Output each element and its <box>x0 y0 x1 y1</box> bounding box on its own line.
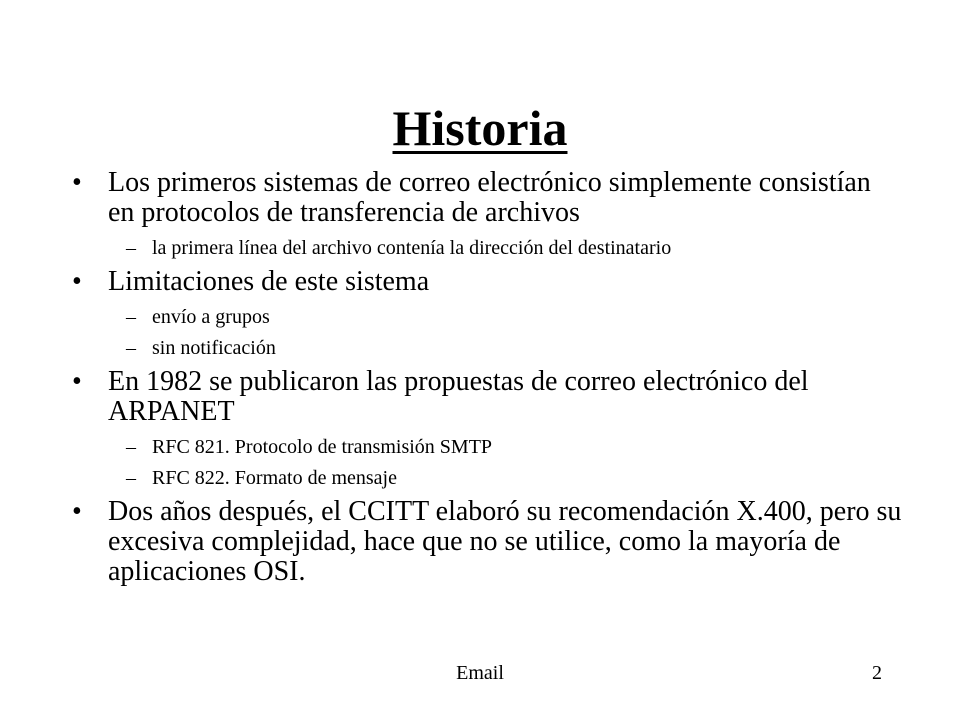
sub-bullet-item <box>72 435 902 459</box>
slide-content <box>72 168 902 595</box>
bullet-text: Los primeros sistemas de correo electrónico simplemente consistían en protocolos de transferencia de archivos <box>108 167 871 228</box>
bullet-text: Dos años después, el CCITT elaboró su recomendación X.400, pero su excesiva complejidad, hace que no se utilice, como la mayoría de aplicaciones OSI. <box>108 496 902 587</box>
sub-bullet-text: sin notificación <box>152 337 276 359</box>
sub-bullet-mark: – <box>126 436 136 458</box>
bullet-item <box>72 168 902 228</box>
bullet-mark: • <box>72 496 82 527</box>
sub-bullet-item <box>72 466 902 490</box>
sub-bullet-text: RFC 821. Protocolo de transmisión SMTP <box>152 436 493 458</box>
slide-title <box>0 96 960 160</box>
bullet-item <box>72 267 902 297</box>
bullet-item <box>72 367 902 427</box>
sub-bullet-mark: – <box>126 306 136 328</box>
bullet-mark: • <box>72 167 82 198</box>
sub-bullet-mark: – <box>126 237 136 259</box>
sub-bullet-item <box>72 236 902 260</box>
sub-bullet-mark: – <box>126 337 136 359</box>
sub-bullet-text: envío a grupos <box>152 306 270 328</box>
slide-title-text: Historia <box>392 100 568 156</box>
sub-bullet-text: RFC 822. Formato de mensaje <box>152 467 397 489</box>
bullet-text: En 1982 se publicaron las propuestas de correo electrónico del ARPANET <box>108 366 809 427</box>
page-number: 2 <box>872 662 882 684</box>
sub-bullet-text: la primera línea del archivo contenía la dirección del destinatario <box>152 237 672 259</box>
bullet-mark: • <box>72 266 82 297</box>
bullet-mark: • <box>72 366 82 397</box>
sub-bullet-mark: – <box>126 467 136 489</box>
bullet-text: Limitaciones de este sistema <box>108 266 430 297</box>
sub-bullet-item <box>72 336 902 360</box>
footer-label: Email <box>456 662 504 684</box>
sub-bullet-item <box>72 305 902 329</box>
bullet-item <box>72 497 902 587</box>
